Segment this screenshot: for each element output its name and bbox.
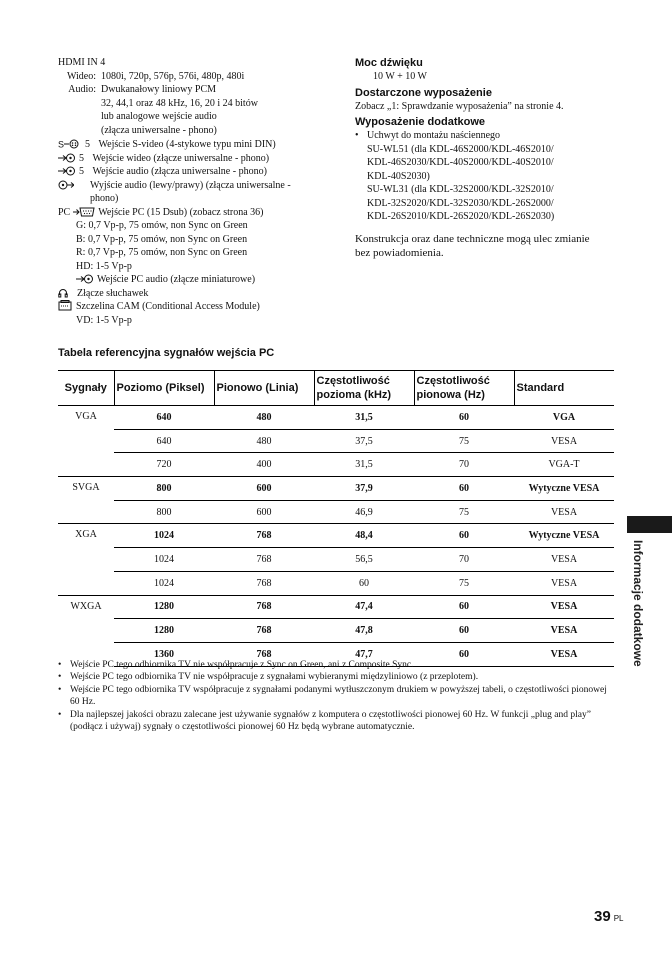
connector-specs — [58, 56, 328, 327]
cell: 640 — [114, 429, 214, 453]
video-input-row — [58, 152, 328, 166]
bullet: • — [58, 660, 62, 670]
header-hfreq — [314, 371, 414, 406]
header-vfreq-line: pionowa (Hz) — [416, 389, 485, 401]
hdmi-audio-spec — [58, 83, 328, 137]
change-notice — [355, 232, 625, 260]
pc-spec-line: B: 0,7 Vp-p, 75 omów, non Sync on Green — [76, 233, 248, 245]
svideo-number: 5 — [85, 139, 90, 150]
cell: 75 — [414, 500, 514, 524]
pc-input-text: Wejście PC (15 Dsub) (zobacz strona 36) — [98, 206, 264, 218]
note-item — [58, 659, 618, 671]
cell: 768 — [214, 595, 314, 619]
cell: 70 — [414, 453, 514, 477]
cell: VESA — [514, 571, 614, 595]
pc-input-icon — [73, 207, 95, 217]
table-row — [58, 477, 614, 501]
change-notice-line: bez powiadomienia. — [355, 246, 444, 259]
table-row — [58, 429, 614, 453]
cell: 720 — [114, 453, 214, 477]
cell: 1360 — [114, 642, 214, 666]
table-row — [58, 453, 614, 477]
cell: 400 — [214, 453, 314, 477]
audio-input-row — [58, 165, 328, 179]
page-language: PL — [613, 914, 624, 923]
note-text: Dla najlepszej jakości obrazu zalecane jest używanie sygnałów z komputera o częstotliwości pionowej 60 Hz. W funkcji „plug and play” (podłącz i używaj) sygnały o częstotliwości pionowej 60 Hz będą wybrane automatycznie. — [70, 709, 591, 733]
supplied-heading: Dostarczone wyposażenie — [355, 86, 492, 99]
cell: 1280 — [114, 595, 214, 619]
audio-values — [101, 83, 258, 137]
cell: 60 — [414, 595, 514, 619]
cell: 640 — [156, 411, 172, 423]
video-input-icon — [58, 153, 76, 163]
headphones-icon — [58, 288, 68, 298]
cell: VESA — [514, 619, 614, 643]
optional-line: SU-WL51 (dla KDL-46S2000/KDL-46S2010/ — [367, 143, 554, 155]
header-vertical: Pionowo (Linia) — [214, 371, 314, 406]
cell: 60 — [414, 619, 514, 643]
headphones-row — [58, 287, 328, 301]
header-hfreq-line: pozioma (kHz) — [316, 389, 392, 401]
cell: VESA — [514, 642, 614, 666]
vd-spec: VD: 1-5 Vp-p — [76, 314, 132, 326]
cell: 800 — [114, 477, 214, 501]
cell: Wytyczne VESA — [514, 477, 614, 501]
cell: 600 — [214, 477, 314, 501]
cell: 60 — [414, 524, 514, 548]
cell: 1024 — [114, 524, 214, 548]
cell: 37,9 — [314, 477, 414, 501]
optional-item — [355, 129, 625, 224]
cell: 46,9 — [314, 500, 414, 524]
bullet: • — [58, 672, 62, 683]
optional-line: KDL-46S2030/KDL-40S2000/KDL-40S2010/ — [367, 157, 554, 168]
table-row — [58, 619, 614, 643]
cell: 48,4 — [314, 524, 414, 548]
pc-signal-table — [58, 370, 614, 667]
optional-line: SU-WL31 (dla KDL-32S2000/KDL-32S2010/ — [367, 184, 554, 195]
table-row — [58, 571, 614, 595]
table-row — [58, 406, 614, 430]
video-input-number: 5 — [79, 152, 84, 164]
optional-line: KDL-32S2020/KDL-32S2030/KDL-26S2000/ — [367, 197, 554, 209]
cell: VESA — [514, 429, 614, 453]
table-title: Tabela referencyjna sygnałów wejścia PC — [58, 347, 275, 359]
cell: 47,4 — [314, 595, 414, 619]
audio-output-text — [90, 179, 291, 206]
hdmi-title: HDMI IN 4 — [58, 57, 106, 68]
cell: 60 — [414, 477, 514, 501]
table-row — [58, 595, 614, 619]
table-row — [58, 500, 614, 524]
section-tab-marker — [627, 516, 672, 533]
pc-audio-text: Wejście PC audio (złącze miniaturowe) — [97, 274, 256, 285]
cell: 37,5 — [314, 429, 414, 453]
pc-spec-line: G: 0,7 Vp-p, 75 omów, non Sync on Green — [76, 220, 248, 231]
cell: VESA — [514, 595, 614, 619]
note-text: Wejście PC tego odbiornika TV nie współpracuje z Sync on Green, ani z Composite Sync. — [70, 660, 414, 670]
bullet: • — [355, 130, 359, 141]
cell: VGA — [552, 411, 576, 423]
pc-specs — [58, 219, 328, 287]
hdmi-video-spec — [58, 70, 328, 84]
header-signal: Sygnały — [58, 371, 114, 406]
cell: 480 — [214, 429, 314, 453]
note-item — [58, 671, 618, 683]
video-input-text: Wejście wideo (złącze uniwersalne - phono) — [92, 152, 270, 164]
section-side-label: Informacje dodatkowe — [631, 540, 645, 667]
cell: 1280 — [114, 619, 214, 643]
header-horizontal: Poziomo (Piksel) — [114, 371, 214, 406]
power-heading: Moc dźwięku — [355, 57, 423, 69]
cell: 31,5 — [314, 453, 414, 477]
supplied-text: Zobacz „1: Sprawdzanie wyposażenia” na stronie 4. — [355, 100, 564, 112]
cell: 47,7 — [314, 642, 414, 666]
audio-line: lub analogowe wejście audio — [101, 111, 217, 122]
change-notice-line: Konstrukcja oraz dane techniczne mogą ulec zmianie — [355, 232, 590, 245]
cell: 75 — [414, 571, 514, 595]
s-video-input-icon — [58, 139, 82, 149]
cell: VESA — [514, 548, 614, 572]
svg-text:S: S — [58, 139, 65, 149]
note-text: Wejście PC tego odbiornika TV współpracuje z sygnałami podanymi wytłuszczonym drukiem w powyższej tabeli, o częstotliwości pionowej 60 Hz. — [70, 684, 607, 708]
group-xga: XGA — [58, 524, 114, 595]
cell: 768 — [214, 548, 314, 572]
cell: 1024 — [114, 548, 214, 572]
cell: 60 — [314, 571, 414, 595]
group-svga: SVGA — [58, 477, 114, 524]
table-row — [58, 548, 614, 572]
optional-line: Uchwyt do montażu naściennego — [367, 130, 501, 141]
table-header-row — [58, 371, 614, 406]
pc-prefix: PC — [58, 206, 71, 218]
optional-heading: Wyposażenie dodatkowe — [355, 116, 485, 128]
cell: 56,5 — [314, 548, 414, 572]
cell: VGA-T — [514, 453, 614, 477]
group-vga: VGA — [75, 411, 97, 422]
note-text: Wejście PC tego odbiornika TV nie współpracuje z sygnałami wybieranymi międzyliniowo (z przeplotem). — [70, 672, 479, 683]
power-value: 10 W + 10 W — [373, 71, 427, 82]
cell: 768 — [214, 524, 314, 548]
pc-input-row — [58, 206, 328, 220]
video-label: Wideo: — [66, 70, 96, 82]
video-value: 1080i, 720p, 576p, 576i, 480p, 480i — [101, 70, 245, 82]
pc-audio-row — [76, 273, 328, 287]
audio-output-icon — [58, 180, 74, 190]
table-row — [58, 524, 614, 548]
cell: 60 — [459, 411, 469, 423]
note-item — [58, 684, 618, 709]
cell: 47,8 — [314, 619, 414, 643]
optional-lines — [367, 129, 554, 224]
cell: 480 — [256, 411, 272, 423]
audio-label: Audio: — [68, 84, 96, 95]
additional-specs — [355, 56, 625, 260]
audio-output-line: phono) — [90, 193, 119, 204]
cell: 70 — [414, 548, 514, 572]
note-item — [58, 709, 618, 734]
page-number — [594, 908, 623, 926]
audio-input-icon — [58, 166, 76, 176]
audio-input-number: 5 — [79, 166, 84, 177]
svideo-text: Wejście S-video (4-stykowe typu mini DIN) — [98, 139, 276, 150]
cell: 768 — [214, 619, 314, 643]
headphones-text: Złącze słuchawek — [77, 287, 149, 299]
audio-line: (złącza uniwersalne - phono) — [101, 124, 217, 136]
svideo-input-row — [58, 138, 328, 152]
audio-output-line: Wyjście audio (lewy/prawy) (złącza uniwersalne - — [90, 179, 291, 191]
cell: 60 — [414, 642, 514, 666]
cam-slot-icon — [58, 300, 72, 311]
cell: 768 — [214, 642, 314, 666]
group-wxga: WXGA — [58, 595, 114, 666]
header-vfreq-line: Częstotliwość — [416, 375, 490, 387]
pc-spec-line: R: 0,7 Vp-p, 75 omów, non Sync on Green — [76, 247, 248, 258]
cell: 75 — [414, 429, 514, 453]
audio-line: Dwukanałowy liniowy PCM — [101, 84, 216, 95]
audio-input-text: Wejście audio (złącza uniwersalne - phono) — [92, 166, 267, 177]
cell: 31,5 — [355, 411, 373, 423]
cell: 1024 — [114, 571, 214, 595]
header-vfreq — [414, 371, 514, 406]
cam-text: Szczelina CAM (Conditional Access Module) — [76, 301, 260, 312]
cell: Wytyczne VESA — [514, 524, 614, 548]
cell: 768 — [214, 571, 314, 595]
cell: VESA — [514, 500, 614, 524]
audio-line: 32, 44,1 oraz 48 kHz, 16, 20 i 24 bitów — [101, 97, 258, 109]
cell: 600 — [214, 500, 314, 524]
header-standard: Standard — [514, 371, 614, 406]
cam-row — [58, 300, 328, 314]
page-number-value: 39 — [594, 908, 611, 925]
audio-output-row — [58, 179, 328, 206]
optional-line: KDL-26S2010/KDL-26S2020/KDL-26S2030) — [367, 211, 555, 222]
pc-audio-input-icon — [76, 274, 94, 284]
optional-line: KDL-40S2030) — [367, 170, 430, 182]
bullet: • — [58, 709, 62, 720]
header-hfreq-line: Częstotliwość — [316, 375, 390, 387]
table-notes — [58, 659, 618, 733]
pc-spec-line: HD: 1-5 Vp-p — [76, 260, 132, 272]
cell: 800 — [114, 500, 214, 524]
bullet: • — [58, 684, 62, 695]
